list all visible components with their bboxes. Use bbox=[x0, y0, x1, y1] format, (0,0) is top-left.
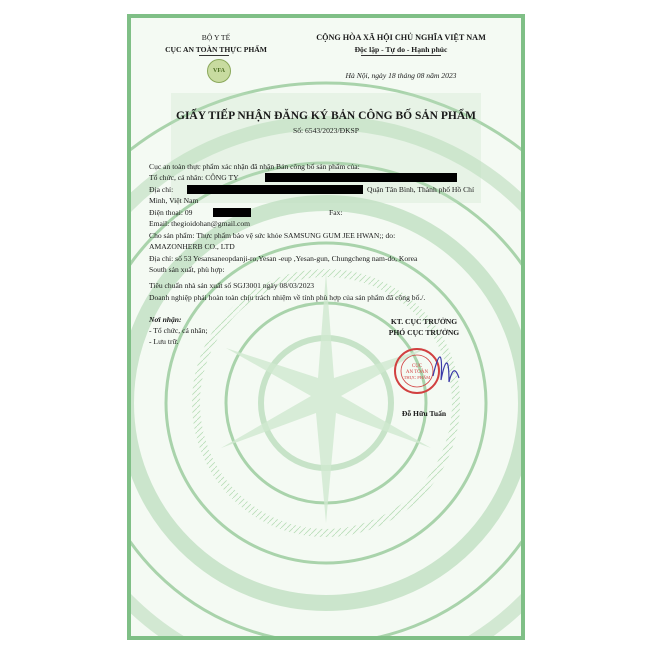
product-line-1: Cho sản phẩm: Thực phẩm bảo vệ sức khỏe SAMSUNG GUM JEE HWAN;; do: bbox=[149, 231, 396, 240]
organization-label: Tổ chức, cá nhân: CÔNG TY bbox=[149, 173, 239, 182]
redacted-block bbox=[213, 208, 251, 217]
certificate-document bbox=[127, 14, 525, 640]
signer-role-2: PHÓ CỤC TRƯỞNG bbox=[388, 328, 460, 337]
address-line-2: Minh, Việt Nam bbox=[149, 196, 199, 205]
manufacturer-address-1: Địa chỉ: số 53 Yesansaneopdanji-ro,Yesan -eup ,Yesan-gun, Chungcheng nam-do, Korea bbox=[149, 254, 418, 263]
svg-text:CỤC: CỤC bbox=[411, 364, 423, 369]
email-line: Email: thegioidohan@gmail.com bbox=[149, 219, 251, 228]
divider bbox=[361, 55, 441, 56]
responsibility-line: Doanh nghiệp phải hoàn toàn chịu trách nhiệm về tính phù hợp của sản phẩm đã công bố./. bbox=[149, 293, 426, 302]
recipients-heading: Nơi nhận: bbox=[149, 315, 182, 324]
official-seal-and-signature bbox=[389, 340, 469, 400]
phone-label: Điện thoại: 09 bbox=[149, 208, 193, 217]
divider bbox=[199, 55, 229, 56]
agency-name: CỤC AN TOÀN THỰC PHẨM bbox=[165, 45, 267, 54]
svg-text:THỰC PHẨM: THỰC PHẨM bbox=[403, 375, 431, 380]
product-line-2: AMAZONHERB CO., LTD bbox=[149, 242, 235, 251]
manufacturer-address-2: South sản xuất, phù hợp: bbox=[149, 265, 225, 274]
address-tail: Quận Tân Bình, Thành phố Hồ Chí bbox=[367, 185, 475, 194]
issue-date: Hà Nội, ngày 18 tháng 08 năm 2023 bbox=[345, 71, 457, 80]
intro-line: Cục an toàn thực phẩm xác nhận đã nhận Bản công bố sản phẩm của: bbox=[149, 162, 360, 171]
redacted-block bbox=[187, 185, 363, 194]
document-title: GIẤY TIẾP NHẬN ĐĂNG KÝ BẢN CÔNG BỐ SẢN PHẨM bbox=[176, 110, 476, 122]
redacted-block bbox=[265, 173, 457, 182]
recipient-item: - Tổ chức, cá nhân; bbox=[149, 326, 208, 335]
address-label: Địa chỉ: bbox=[149, 185, 174, 194]
signer-name: Đỗ Hữu Tuấn bbox=[401, 409, 447, 418]
ministry-name: BỘ Y TẾ bbox=[201, 33, 231, 42]
standard-line: Tiêu chuẩn nhà sản xuất số SGJ3001 ngày 08/03/2023 bbox=[149, 281, 315, 290]
recipient-item: - Lưu trữ. bbox=[149, 337, 179, 346]
fax-label: Fax: bbox=[329, 208, 343, 217]
country-title: CỘNG HÒA XÃ HỘI CHỦ NGHĨA VIỆT NAM bbox=[316, 33, 486, 42]
svg-text:AN TOÀN: AN TOÀN bbox=[405, 370, 429, 375]
signer-role-1: KT. CỤC TRƯỞNG bbox=[390, 317, 458, 326]
document-number: Số: 6543/2023/ĐKSP bbox=[292, 126, 360, 135]
motto: Độc lập - Tự do - Hạnh phúc bbox=[354, 45, 448, 54]
vfa-logo-icon: VFA bbox=[207, 59, 231, 83]
